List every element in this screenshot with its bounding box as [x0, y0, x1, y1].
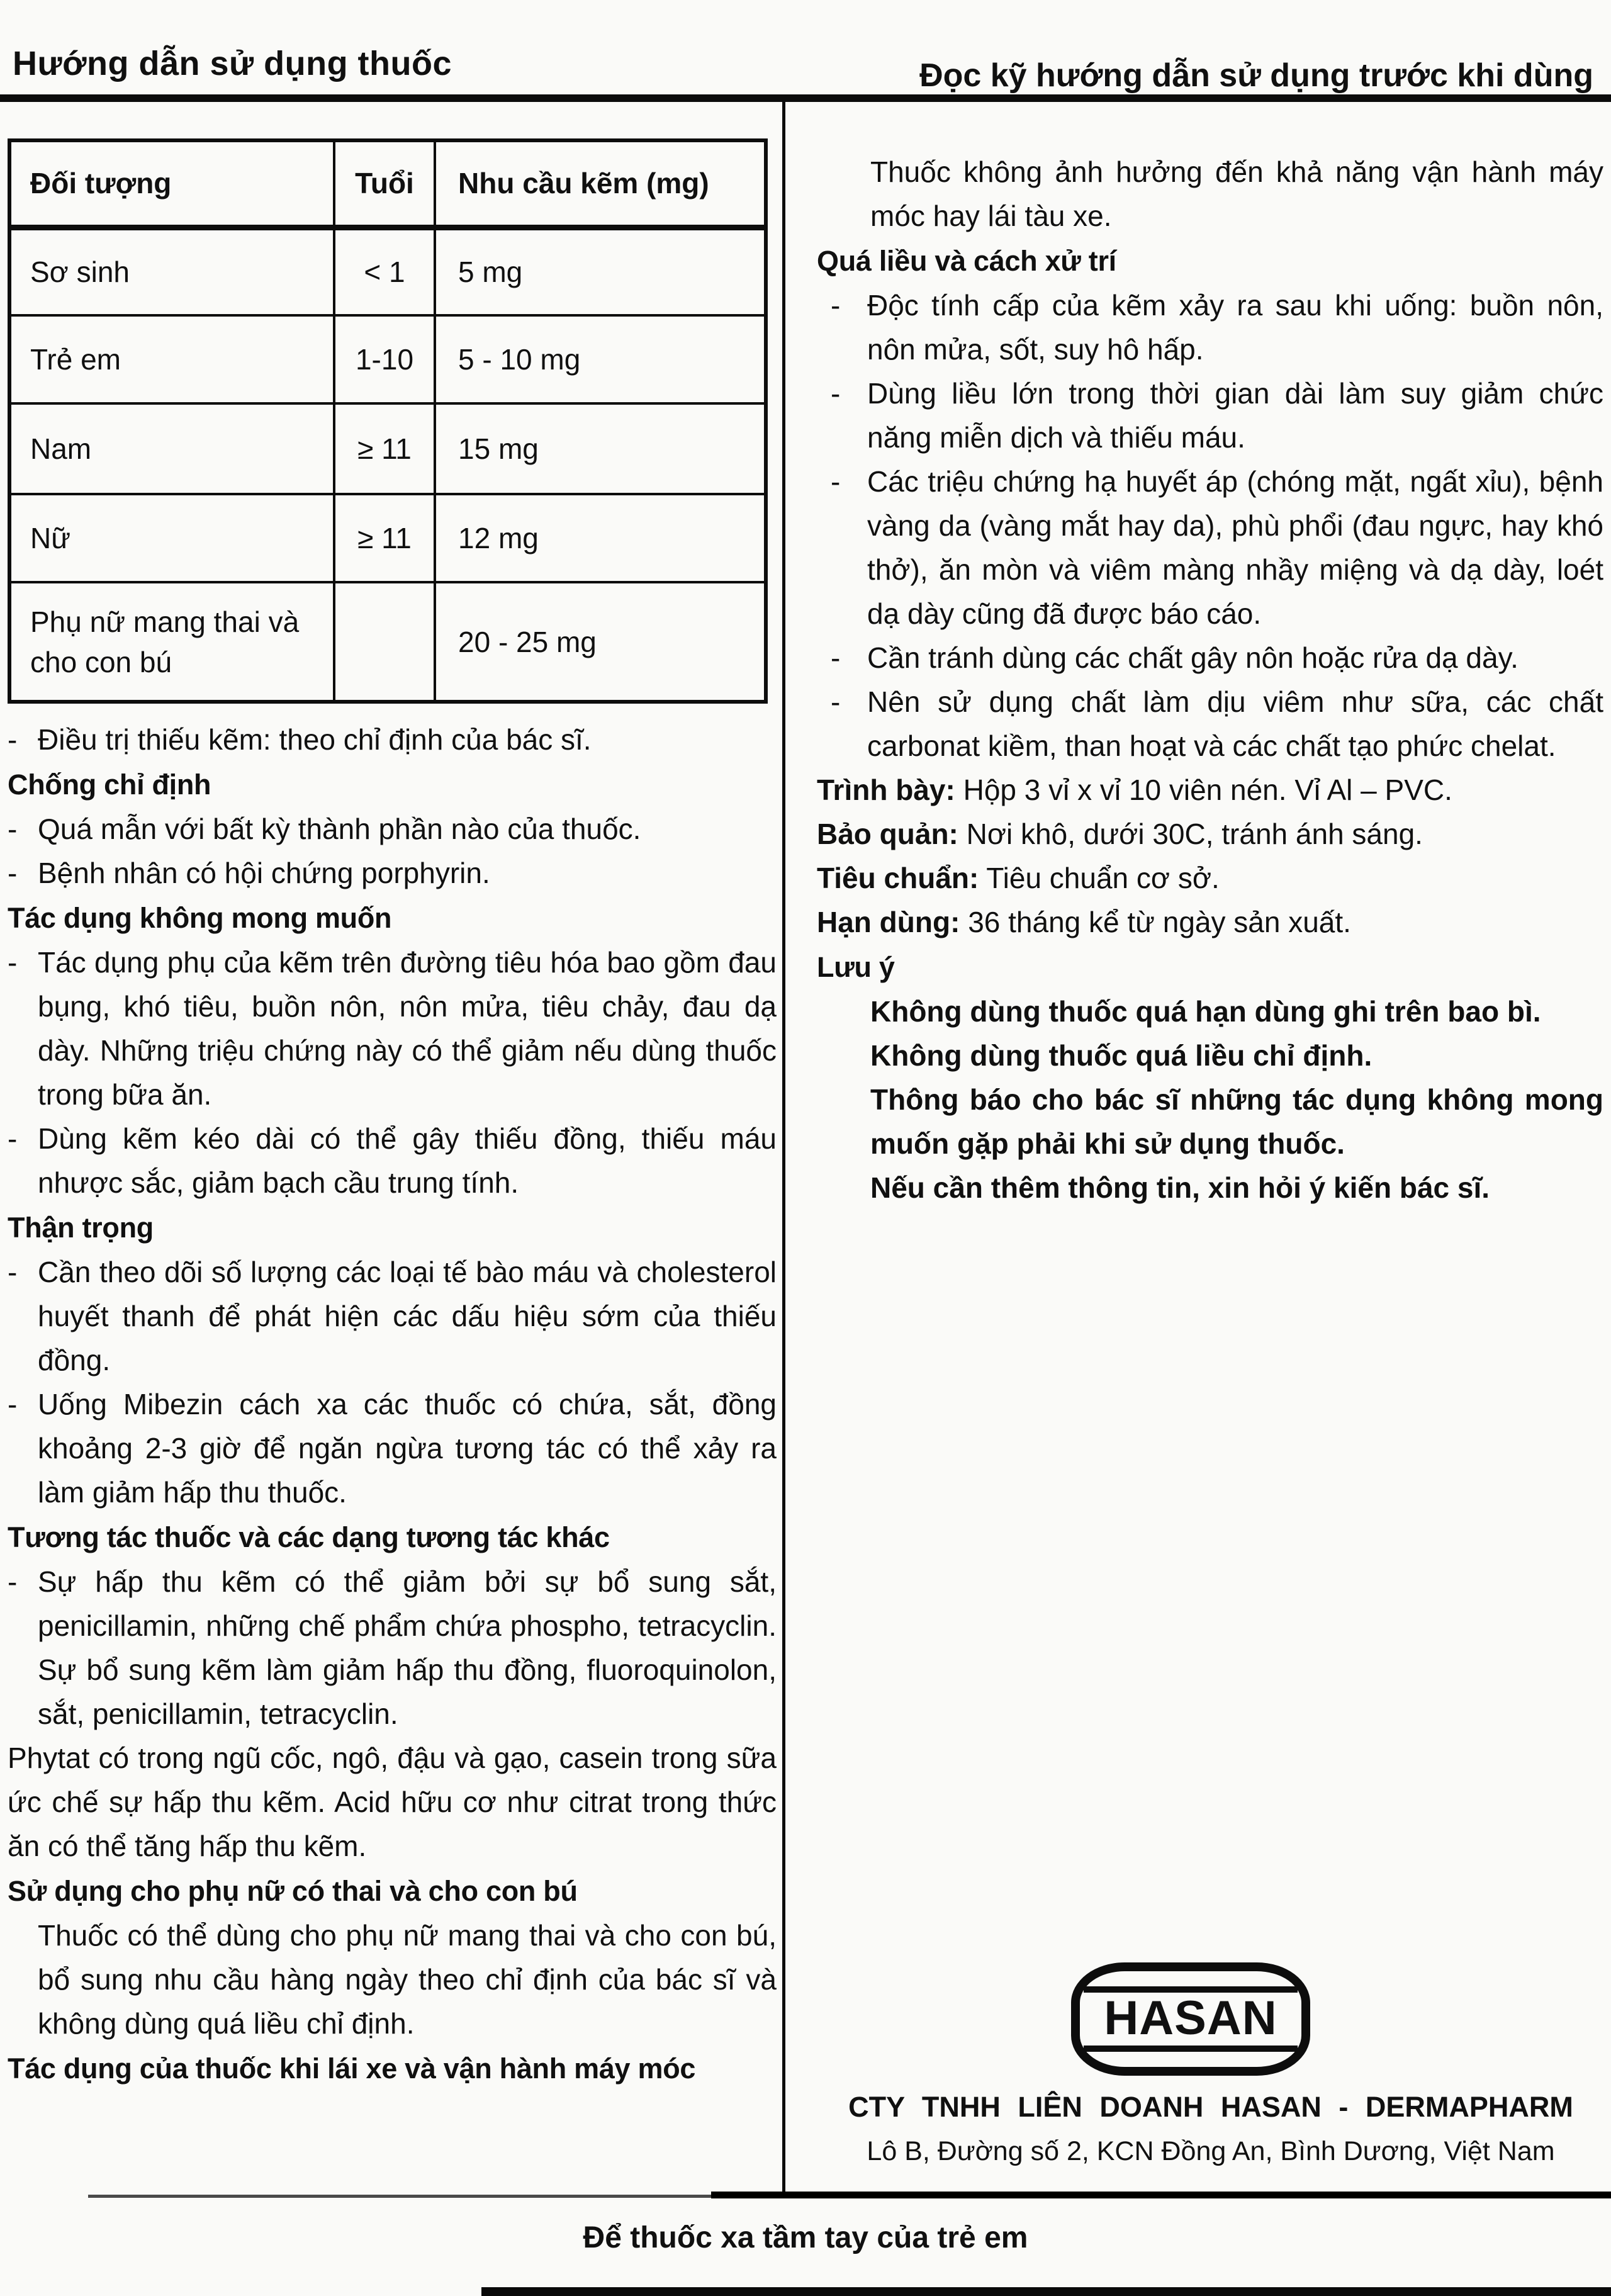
shelf-life-text: 36 tháng kể từ ngày sản xuất. [968, 906, 1351, 938]
bullet-dash: - [8, 723, 18, 756]
section-heading-contraindications: Chống chỉ định [8, 768, 211, 801]
presentation-text: Hộp 3 vỉ x vỉ 10 viên nén. Vỉ Al – PVC. [963, 774, 1452, 806]
footer-rule-right [711, 2192, 1611, 2198]
list-item-demulcents [817, 680, 1603, 768]
list-item-porphyrin [8, 851, 777, 895]
shelf-life-label: Hạn dùng: [817, 906, 960, 938]
bottom-scan-bar [481, 2287, 1611, 2296]
bullet-text: Uống Mibezin cách xa các thuốc có chứa, sắt, đồng khoảng 2-3 giờ để ngăn ngừa tương tác có thể xảy ra làm giảm hấp thu thuốc. [38, 1388, 777, 1509]
list-item-gi-effects [8, 940, 777, 1117]
paragraph-phytate: Phytat có trong ngũ cốc, ngô, đậu và gạo, casein trong sữa ức chế sự hấp thu kẽm. Acid hữu cơ như citrat trong thức ăn có thể tăng hấp thu kẽm. [8, 1742, 777, 1862]
list-item-dose-spacing [8, 1382, 777, 1514]
list-item-copper-deficiency [8, 1117, 777, 1205]
cell-need: 15 mg [435, 403, 766, 494]
storage-text: Nơi khô, dưới 30C, tránh ánh sáng. [966, 818, 1423, 850]
footer-rule-left [88, 2195, 711, 2198]
section-heading-notes: Lưu ý [817, 951, 895, 983]
right-column-content [817, 150, 1603, 1210]
logo-text: HASAN [1104, 1991, 1277, 2045]
note-expiry: Không dùng thuốc quá hạn dùng ghi trên bao bì. [870, 995, 1541, 1028]
cell-age: 1-10 [334, 315, 435, 403]
storage-label: Bảo quản: [817, 818, 958, 850]
standard-line [817, 856, 1603, 900]
cell-subject: Nữ [9, 494, 334, 582]
bullet-text: Dùng kẽm kéo dài có thể gây thiếu đồng, thiếu máu nhược sắc, giảm bạch cầu trung tính. [38, 1122, 777, 1199]
section-heading-interactions: Tương tác thuốc và các dạng tương tác khác [8, 1521, 610, 1553]
company-address: Lô B, Đường số 2, KCN Đồng An, Bình Dương, Việt Nam [867, 2136, 1555, 2166]
bullet-dash: - [8, 813, 18, 845]
section-heading-overdose: Quá liều và cách xử trí [817, 245, 1116, 277]
list-item-monitoring [8, 1250, 777, 1382]
section-heading-pregnancy: Sử dụng cho phụ nữ có thai và cho con bú [8, 1875, 578, 1907]
cell-need: 12 mg [435, 494, 766, 582]
table-row-children [9, 315, 766, 403]
bullet-text: Tác dụng phụ của kẽm trên đường tiêu hóa bao gồm đau bụng, khó tiêu, buồn nôn, nôn mửa, tiêu chảy, đau dạ dày. Những triệu chứng này có thể giảm nếu dùng thuốc trong bữa ăn. [38, 946, 777, 1111]
bullet-dash: - [831, 377, 841, 410]
header-rule [0, 94, 1611, 102]
bullet-text: Nên sử dụng chất làm dịu viêm như sữa, các chất carbonat kiềm, than hoạt và các chất tạo phức chelat. [867, 685, 1603, 762]
section-heading-driving: Tác dụng của thuốc khi lái xe và vận hành máy móc [8, 2052, 696, 2085]
hasan-logo [1071, 1962, 1310, 2076]
cell-age: ≥ 11 [334, 403, 435, 494]
bullet-text: Quá mẫn với bất kỳ thành phần nào của thuốc. [38, 813, 641, 845]
left-column [8, 138, 777, 2091]
logo-bar-bottom [1084, 2046, 1298, 2052]
bullet-dash: - [8, 1256, 18, 1288]
table-header-age: Tuổi [334, 140, 435, 227]
bullet-dash: - [8, 946, 18, 979]
bullet-dash: - [8, 1388, 18, 1421]
keep-away-from-children-warning: Để thuốc xa tầm tay của trẻ em [583, 2221, 1028, 2254]
table-row-pregnant [9, 582, 766, 702]
cell-subject: Nam [9, 403, 334, 494]
standard-label: Tiêu chuẩn: [817, 862, 979, 894]
bullet-text: Cần theo dõi số lượng các loại tế bào máu và cholesterol huyết thanh để phát hiện các dấu hiệu sớm của thiếu đồng. [38, 1256, 777, 1376]
note-inform-doctor: Thông báo cho bác sĩ những tác dụng không mong muốn gặp phải khi sử dụng thuốc. [870, 1083, 1603, 1160]
list-item-absorption [8, 1560, 777, 1736]
left-column-content [8, 718, 777, 2091]
cell-need: 20 - 25 mg [435, 582, 766, 702]
paragraph-pregnancy: Thuốc có thể dùng cho phụ nữ mang thai và cho con bú, bổ sung nhu cầu hàng ngày theo chỉ định của bác sĩ và không dùng quá liều chỉ định. [38, 1919, 777, 2040]
bullet-dash: - [831, 685, 841, 718]
table-header-need: Nhu cầu kẽm (mg) [435, 140, 766, 227]
bullet-text: Dùng liều lớn trong thời gian dài làm suy giảm chức năng miễn dịch và thiếu máu. [867, 377, 1603, 454]
table-header-subject: Đối tượng [9, 140, 334, 227]
presentation-label: Trình bày: [817, 774, 955, 806]
table-header-row [9, 140, 766, 227]
bullet-text: Cần tránh dùng các chất gây nôn hoặc rửa dạ dày. [867, 641, 1518, 674]
note-overdose: Không dùng thuốc quá liều chỉ định. [870, 1039, 1372, 1072]
bullet-text: Điều trị thiếu kẽm: theo chỉ định của bác sĩ. [38, 723, 592, 756]
paragraph-driving: Thuốc không ảnh hưởng đến khả năng vận hành máy móc hay lái tàu xe. [870, 155, 1603, 232]
zinc-requirement-table [8, 138, 768, 704]
bullet-dash: - [8, 857, 18, 889]
section-heading-precautions: Thận trọng [8, 1212, 154, 1244]
shelf-life-line [817, 900, 1603, 944]
standard-text: Tiêu chuẩn cơ sở. [986, 862, 1220, 894]
list-item-hypersensitivity [8, 807, 777, 851]
bullet-text: Sự hấp thu kẽm có thể giảm bởi sự bổ sung sắt, penicillamin, những chế phẩm chứa phospho, tetracyclin. Sự bổ sung kẽm làm giảm hấp thu đồng, fluoroquinolon, sắt, penicillamin, tetracyclin. [38, 1565, 777, 1730]
cell-subject-text: Phụ nữ mang thai và cho con bú [30, 605, 300, 678]
read-carefully-note: Đọc kỹ hướng dẫn sử dụng trước khi dùng [919, 57, 1593, 94]
table-row-female [9, 494, 766, 582]
bullet-text: Các triệu chứng hạ huyết áp (chóng mặt, ngất xỉu), bệnh vàng da (vàng mắt hay da), phù phổi (đau ngực, hay khó thở), ăn mòn và viêm màng nhầy miệng và dạ dày, loét dạ dày cũng đã được báo cáo. [867, 465, 1603, 630]
bullet-text: Độc tính cấp của kẽm xảy ra sau khi uống: buồn nôn, nôn mửa, sốt, suy hô hấp. [867, 289, 1603, 366]
cell-subject [9, 582, 334, 702]
company-name: CTY TNHH LIÊN DOANH HASAN - DERMAPHARM [848, 2091, 1573, 2123]
cell-need: 5 - 10 mg [435, 315, 766, 403]
cell-need: 5 mg [435, 227, 766, 315]
bullet-dash: - [8, 1565, 18, 1598]
cell-subject: Sơ sinh [9, 227, 334, 315]
list-item-acute-toxicity [817, 283, 1603, 371]
column-divider [782, 102, 785, 2193]
section-heading-side-effects: Tác dụng không mong muốn [8, 902, 392, 934]
presentation-line [817, 768, 1603, 812]
table-row-male [9, 403, 766, 494]
list-item-avoid-emetics [817, 636, 1603, 680]
list-item-zinc-treatment [8, 718, 777, 762]
list-item-longterm-use [817, 371, 1603, 459]
bullet-dash: - [831, 465, 841, 498]
note-ask-doctor: Nếu cần thêm thông tin, xin hỏi ý kiến bác sĩ. [870, 1171, 1490, 1204]
page-title: Hướng dẫn sử dụng thuốc [13, 45, 452, 82]
storage-line [817, 812, 1603, 856]
list-item-symptoms [817, 459, 1603, 636]
bullet-dash: - [831, 289, 841, 322]
cell-age [334, 582, 435, 702]
cell-subject: Trẻ em [9, 315, 334, 403]
cell-age: < 1 [334, 227, 435, 315]
bullet-dash: - [831, 641, 841, 674]
right-column [817, 150, 1603, 1210]
bullet-text: Bệnh nhân có hội chứng porphyrin. [38, 857, 490, 889]
cell-age: ≥ 11 [334, 494, 435, 582]
table-row-newborn [9, 227, 766, 315]
bullet-dash: - [8, 1122, 18, 1155]
